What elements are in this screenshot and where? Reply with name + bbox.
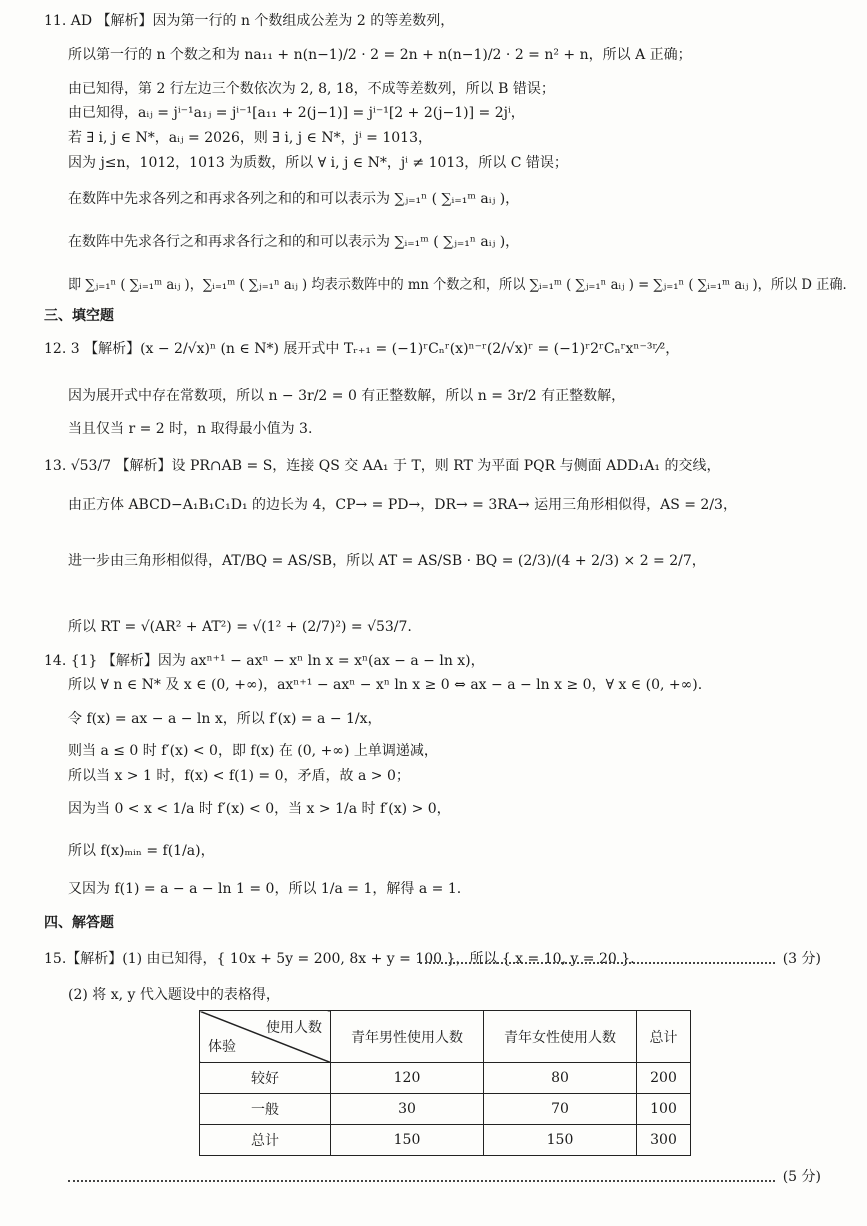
q11-line-3: 由已知得，第 2 行左边三个数依次为 2, 8, 18，不成等差数列，所以 B 错误；: [68, 81, 555, 97]
q14-line-7: 所以 f(x)ₘᵢₙ = f(1/a)，: [68, 843, 215, 859]
table-row: [200, 1125, 691, 1156]
table-cell: 120: [331, 1063, 484, 1094]
row-label: 较好: [200, 1063, 331, 1094]
table-header-row: [200, 1011, 691, 1063]
score-leader-dots: [420, 962, 775, 964]
q12-line-3: 当且仅当 r = 2 时，n 取得最小值为 3.: [68, 421, 313, 437]
q11-line-4: 由已知得，aᵢⱼ = jⁱ⁻¹a₁ⱼ = jⁱ⁻¹[a₁₁ + 2(j−1)] = jⁱ⁻¹[2 + 2(j−1)] = 2jⁱ，: [68, 105, 525, 121]
q14-line-4: 则当 a ≤ 0 时 f′(x) < 0，即 f(x) 在 (0, +∞) 上单调递减，: [68, 743, 438, 759]
table-cell: 70: [484, 1094, 637, 1125]
section-solution-heading: 四、解答题: [44, 915, 114, 931]
q12-line-2: 因为展开式中存在常数项，所以 n − 3r/2 = 0 有正整数解，所以 n = 3r/2 有正整数解，: [68, 388, 626, 404]
table-cell: 30: [331, 1094, 484, 1125]
q14-line-8: 又因为 f(1) = a − a − ln 1 = 0，所以 1/a = 1，解得 a = 1.: [68, 881, 462, 897]
q14-line-2: 所以 ∀ n ∈ N* 及 x ∈ (0, +∞)，axⁿ⁺¹ − axⁿ − xⁿ ln x ≥ 0 ⇔ ax − a − ln x ≥ 0，∀ x ∈ (0, +∞).: [68, 677, 703, 693]
q13-line-1: 13. √53/7 【解析】设 PR∩AB = S，连接 QS 交 AA₁ 于 T，则 RT 为平面 PQR 与侧面 ADD₁A₁ 的交线，: [44, 458, 721, 474]
table-cell: 150: [484, 1125, 637, 1156]
q15-line-1: 15.【解析】(1) 由已知得，{ 10x + 5y = 200, 8x + y = 100 }，所以 { x = 10, y = 20 }.: [44, 951, 635, 967]
q11-line-1: 11. AD 【解析】因为第一行的 n 个数组成公差为 2 的等差数列，: [44, 13, 455, 29]
column-header: 总计: [637, 1011, 691, 1063]
q11-line-7: 在数阵中先求各列之和再求各列之和的和可以表示为 ∑ⱼ₌₁ⁿ ( ∑ᵢ₌₁ᵐ aᵢⱼ )，: [68, 191, 520, 207]
q13-line-4: 所以 RT = √(AR² + AT²) = √(1² + (2/7)²) = √53/7.: [68, 619, 412, 635]
table-cell: 80: [484, 1063, 637, 1094]
q11-line-5: 若 ∃ i, j ∈ N*，aᵢⱼ = 2026，则 ∃ i, j ∈ N*，jⁱ = 1013，: [68, 130, 432, 146]
q15-line-2: (2) 将 x, y 代入题设中的表格得，: [68, 987, 280, 1003]
q14-line-1: 14. {1} 【解析】因为 axⁿ⁺¹ − axⁿ − xⁿ ln x = xⁿ(ax − a − ln x)，: [44, 653, 485, 669]
column-header: 青年男性使用人数: [331, 1011, 484, 1063]
q13-line-2: 由正方体 ABCD−A₁B₁C₁D₁ 的边长为 4，CP→ = PD→，DR→ = 3RA→ 运用三角形相似得，AS = 2/3，: [68, 497, 737, 513]
table-cell: 150: [331, 1125, 484, 1156]
row-label: 一般: [200, 1094, 331, 1125]
table-cell: 300: [637, 1125, 691, 1156]
table-cell: 200: [637, 1063, 691, 1094]
q12-line-1: 12. 3 【解析】(x − 2/√x)ⁿ (n ∈ N*) 展开式中 Tᵣ₊₁ = (−1)ʳCₙʳ(x)ⁿ⁻ʳ(2/√x)ʳ = (−1)ʳ2ʳCₙʳxⁿ⁻³ʳ⁄²，: [44, 341, 680, 357]
section-fill-in-heading: 三、填空题: [44, 308, 114, 324]
score-leader-dots: [68, 1180, 775, 1182]
q14-line-6: 因为当 0 < x < 1/a 时 f′(x) < 0，当 x > 1/a 时 f′(x) > 0，: [68, 801, 451, 817]
q14-line-5: 所以当 x > 1 时，f(x) < f(1) = 0，矛盾，故 a > 0；: [68, 768, 410, 784]
q11-line-6: 因为 j≤n，1012，1013 为质数，所以 ∀ i, j ∈ N*，jⁱ ≠ 1013，所以 C 错误；: [68, 155, 568, 171]
score-mark-2: (5 分): [782, 1169, 821, 1185]
survey-table: [199, 1010, 691, 1156]
table-corner-cell: [200, 1011, 331, 1063]
corner-column-label: 使用人数: [266, 1020, 322, 1036]
q11-line-8: 在数阵中先求各行之和再求各行之和的和可以表示为 ∑ᵢ₌₁ᵐ ( ∑ⱼ₌₁ⁿ aᵢⱼ )，: [68, 234, 520, 250]
table-row: [200, 1094, 691, 1125]
q11-line-9: 即 ∑ⱼ₌₁ⁿ ( ∑ᵢ₌₁ᵐ aᵢⱼ )，∑ᵢ₌₁ᵐ ( ∑ⱼ₌₁ⁿ aᵢⱼ ) 均表示数阵中的 mn 个数之和，所以 ∑ᵢ₌₁ᵐ ( ∑ⱼ₌₁ⁿ aᵢⱼ ) = ∑ⱼ₌₁ⁿ ( ∑ᵢ₌₁ᵐ aᵢⱼ )，所以 D 正确.: [68, 277, 847, 293]
q11-line-2: 所以第一行的 n 个数之和为 na₁₁ + n(n−1)/2 · 2 = 2n + n(n−1)/2 · 2 = n² + n，所以 A 正确；: [68, 47, 692, 63]
q13-line-3: 进一步由三角形相似得，AT/BQ = AS/SB，所以 AT = AS/SB · BQ = (2/3)/(4 + 2/3) × 2 = 2/7，: [68, 553, 706, 569]
score-mark-1: (3 分): [782, 951, 821, 967]
row-label: 总计: [200, 1125, 331, 1156]
table-row: [200, 1063, 691, 1094]
column-header: 青年女性使用人数: [484, 1011, 637, 1063]
table-cell: 100: [637, 1094, 691, 1125]
q14-line-3: 令 f(x) = ax − a − ln x，所以 f′(x) = a − 1/x，: [68, 711, 382, 727]
corner-row-label: 体验: [208, 1039, 236, 1055]
